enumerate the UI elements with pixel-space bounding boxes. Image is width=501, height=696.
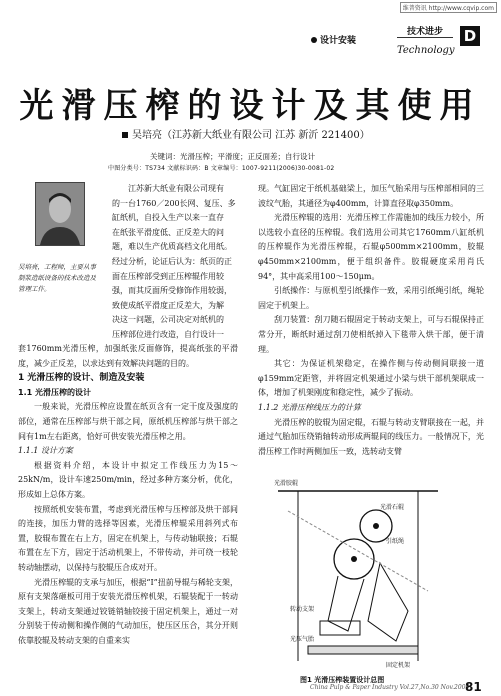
paragraph: 光滑压榨辊的选用：光滑压榨工作需施加的线压力较小，所以选较小直径的压榨辊。我们选用公司其它1760mm八缸纸机的压榨辊作为光滑压榨辊，石辊φ500mm×2100mm，胶辊φ450mm×2100mm，便于组织备件。胶辊硬度采用肖氏94°，其中高采用100～150μm。: [258, 213, 484, 281]
section-header: [311, 33, 356, 46]
intro-line: 面在压榨部受到正压榨辊作用较: [112, 271, 224, 281]
intro-column: [112, 182, 238, 343]
paragraph: 现。气缸固定于纸机基础梁上，加压气胎采用与压榨部相同的三波纹气胎，其通径为φ400mm，计算直径取φ350mm。: [258, 184, 484, 208]
subsubsection-heading: 1.1.2 光滑压榨线压力的计算: [258, 402, 361, 412]
portrait-icon: [36, 183, 84, 245]
label-air-bag: 光压气胎: [290, 636, 315, 643]
watermark: 维普资讯 http://www.cqvip.com: [400, 2, 497, 13]
label-glossy-stone-roll: 光滑石辊: [380, 504, 405, 511]
classification: 中图分类号：TS734 文献标识码：B 文章编号：1007-9211(2006)30-0081-02: [108, 165, 335, 172]
paragraph: 光滑压榨的胶辊为固定辊，石辊与转动支臂联接在一起，并通过气胎加压绕销轴转动形成两辊间的线压力。一般情况下，光滑压榨工作时两侧加压一致，选转动支臂: [258, 417, 484, 456]
section-label: 设计安装: [320, 36, 357, 46]
page-number: 81: [465, 680, 482, 694]
column-zh: 技术进步: [397, 24, 453, 38]
column-header: [397, 24, 453, 57]
intro-line: 强，而其反面所受修饰作用较弱，: [112, 286, 232, 296]
right-body: [258, 182, 484, 459]
subsection-heading: 1.1 光滑压榨的设计: [18, 387, 91, 397]
figure-drawing: [268, 471, 448, 686]
column-en: Technology: [397, 45, 455, 56]
press-diagram: [268, 471, 448, 671]
author-bio: 吴培亮，工程师，主要从事制浆造纸设备的技术改造及管理工作。: [18, 263, 96, 293]
author-text: 吴培亮（江苏新大纸业有限公司 江苏 新沂 221400）: [132, 130, 370, 141]
label-rotating-bracket: 转动支架: [290, 606, 315, 613]
paragraph: 引纸操作：与原机型引纸操作一致，采用引纸绳引纸，绳轮固定于机架上。: [258, 286, 484, 310]
paragraph: 光滑压榨辊的支承与加压，根据“I”扭前导辊与稀轮支架，原有支架落砸板可用于安装光滑压榨机架，石辊装配于一转动支架上，转动支架通过铰链销轴铰接于固定机架上，通过一对分别装于传动侧和操作侧的气动加压，使压区压合，其分开则依靠胶辊及转动支架的自重来实: [18, 577, 238, 645]
intro-line: 决这一问题，公司决定对纸机的: [112, 315, 224, 325]
intro-line: 江苏新大纸业有限公司现有: [128, 184, 224, 193]
author-photo: [35, 182, 85, 246]
intro-line: 的一台1760／200长网、复压、多: [112, 198, 236, 208]
figure-caption: 图1 光滑压榨装置设计总图: [300, 676, 385, 684]
square-bullet-icon: [122, 132, 128, 138]
author-line: [122, 126, 370, 141]
intro-line: 题，难以生产优质高档文化用纸。: [112, 242, 232, 252]
left-body: [18, 342, 238, 648]
intro-line: 缸纸机，自投入生产以来一直存: [112, 213, 224, 223]
subsubsection-heading: 1.1.1 设计方案: [18, 446, 73, 456]
column-box: D: [460, 26, 480, 46]
intro-line: 压榨部位进行改造，自行设计一: [112, 329, 224, 339]
paragraph: 一般来说，光滑压榨应设置在纸页含有一定干度及强度的部位，通常在压榨部与烘干部之间，原纸机压榨部与烘干部之间有1m左右距离，恰好可供安装光滑压榨之用。: [18, 402, 238, 441]
intro-line: 经过分析，论证后认为：纸页的正: [112, 256, 232, 266]
paragraph: 其它：为保证机架稳定，在操作侧与传动侧间联接一道φ159mm定距管，并将固定机架通过小梁与烘干部机架联成一体，增加了机架刚度和稳定性，减少了振动。: [258, 359, 484, 398]
article-title: 光滑压榨的设计及其使用: [19, 86, 482, 126]
paragraph: 套1760mm光滑压榨，加强纸张反面修饰，提高纸张的平滑度，减少正反差，以求达到有效解决问题的目的。: [18, 344, 238, 368]
label-fixed-frame: 固定机架: [386, 662, 411, 669]
section-heading: 1 光滑压榨的设计、制造及安装: [18, 373, 145, 384]
paragraph: 根据资料介绍，本设计中拟定工作线压力为15～25kN/m，设计车速250m/min，经过多种方案分析，优化，形成如上总体方案。: [18, 460, 238, 499]
intro-line: 在纸张平滑度低、正反差大的问: [112, 227, 224, 237]
intro-line: 致使成纸平滑度正反差大，为解: [112, 300, 224, 310]
paragraph: 按照纸机安装布置，考虑到光滑压榨与压榨部及烘干部间的连接，加压力臂的选择等因素，光滑压榨辊采用斜列式布置，胶辊布置在右上方，固定在机架上，与传动轴联接；石辊布置在左下方，固定于活动机架上，不带传动，并可绕一枝轮转动轴摆动，以保持与胶辊压合成对开。: [18, 504, 238, 572]
paragraph: 刮刀装置：刮刀随石辊固定于转动支架上，可与石辊保持正常分开，断纸时通过刮刀使相纸掉入下毯带入烘干部，便于清理。: [258, 315, 484, 354]
label-glossy-rubber-roll: 光滑胶辊: [274, 480, 299, 487]
label-lead-rope: 引纸绳: [386, 538, 405, 545]
bullet-icon: [311, 37, 317, 43]
journal-footer: China Pulp & Paper Industry Vol.27,No.30 Nov.2006: [310, 684, 470, 691]
keywords: 关键词：光滑压榨；平滑度；正反面差；自行设计: [150, 152, 315, 161]
